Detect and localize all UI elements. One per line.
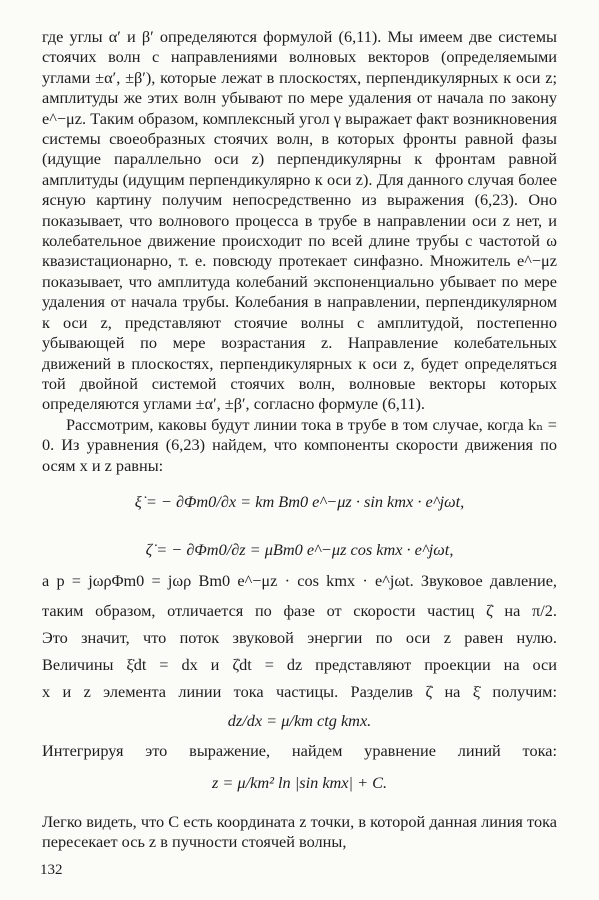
paragraph-2: Рассмотрим, каковы будут линии тока в трубе в том случае, когда kₙ = 0. Из уравнения (6,23) найдем, что компоненты скорости движения по осям x и z равны:	[42, 414, 557, 475]
equation-dz-dx: dz/dx = μ/km ctg kmx.	[227, 711, 372, 730]
text-line-integration: Интегрируя это выражение, найдем уравнение линий тока:	[42, 741, 557, 760]
text-line-phase: таким образом, отличается по фазе от скорости частиц ζ̇ на π/2.	[42, 601, 557, 620]
body-text-top	[42, 27, 557, 476]
text-line-division: x и z элемента линии тока частицы. Разделив ζ̇ на ξ̇ получим:	[42, 682, 557, 701]
text-line-pressure: а p = jωρΦm0 = jωρ Bm0 e^−μz · cos kmx · e^jωt. Звуковое давление,	[42, 571, 557, 590]
paragraph-3: Легко видеть, что C есть координата z точки, в которой данная линия тока пересекает ось z в пучности стоячей волны,	[42, 812, 557, 852]
text-line-energy-flow: Это значит, что поток звуковой энергии по оси z равен нулю.	[42, 628, 557, 647]
equation-zeta-velocity: ζ̇ = − ∂Φm0/∂z = μBm0 e^−μz cos kmx · e^jωt,	[145, 540, 454, 559]
equation-xi-velocity: ξ̇ = − ∂Φm0/∂x = km Bm0 e^−μz · sin kmx · e^jωt,	[134, 492, 465, 511]
text-line-projections: Величины ξ̇dt = dx и ζ̇dt = dz представляют проекции на оси	[42, 655, 557, 674]
paragraph-1: где углы α′ и β′ определяются формулой (6,11). Мы имеем две системы стоячих волн с направлениями волновых векторов (определяемыми углами ±α′, ±β′), которые лежат в плоскостях, перпендикулярных к оси z; амплитуды же этих волн убывают по мере удаления от начала по закону e^−μz. Таким образом, комплексный угол γ выражает факт возникновения системы своеобразных стоячих волн, в которых фронты равной фазы (идущие параллельно оси z) перпендикулярны к фронтам равной амплитуды (идущим перпендикулярно к оси z). Для данного случая более ясную картину получим непосредственно из выражения (6,23). Оно показывает, что волнового процесса в трубе в направлении оси z нет, и колебательное движение происходит по всей длине трубы с частотой ω квазистационарно, т. е. повсюду протекает синфазно. Множитель e^−μz показывает, что амплитуда колебаний экспоненциально убывает по мере удаления от начала трубы. Колебания в направлении, перпендикулярном к оси z, представляют стоячие волны с амплитудой, постепенно убывающей по мере возрастания z. Направление колебательных движений в плоскостях, перпендикулярных к оси z, будет определяться той двойной системой стоячих волн, волновые векторы которых определяются углами ±α′, ±β′, согласно формуле (6,11).	[42, 27, 557, 414]
body-text-bottom	[42, 812, 557, 853]
equation-streamline: z = μ/km² ln |sin kmx| + C.	[211, 773, 388, 792]
page-number: 132	[40, 862, 63, 878]
